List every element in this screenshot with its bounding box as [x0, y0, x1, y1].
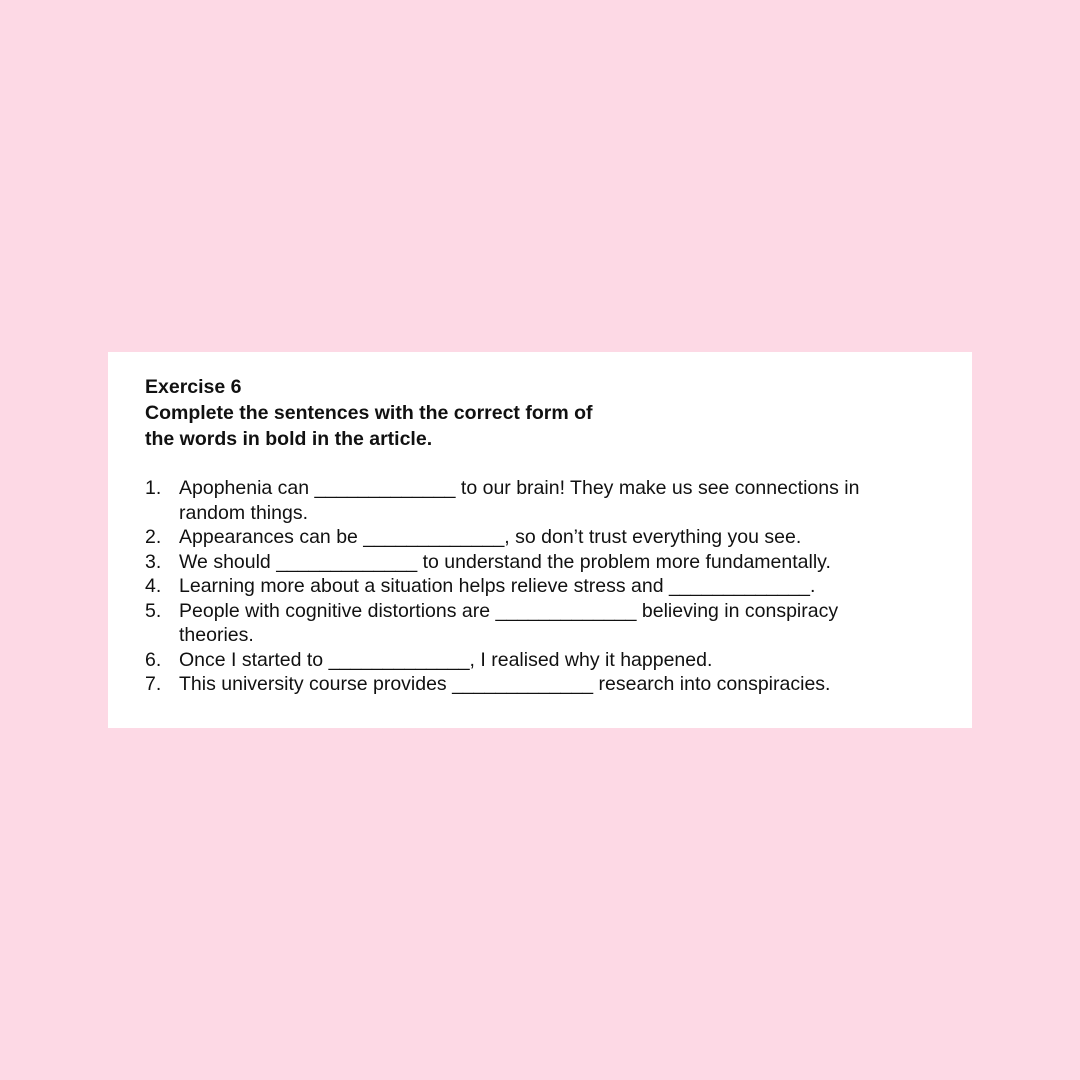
list-item	[145, 574, 899, 599]
exercise-card	[108, 352, 972, 728]
item-number: 6.	[145, 648, 162, 671]
exercise-instructions	[145, 400, 972, 452]
item-number: 7.	[145, 673, 162, 695]
item-text: Apophenia can _____________ to our brain! They make us see connections in random things.	[179, 477, 860, 524]
list-item	[145, 672, 899, 697]
list-item	[145, 648, 899, 673]
item-text: People with cognitive distortions are _____________ believing in conspiracy theories.	[179, 599, 839, 646]
item-number: 2.	[145, 526, 162, 548]
instructions-line-1: Complete the sentences with the correct form of	[145, 402, 593, 424]
item-text: Appearances can be _____________, so don’t trust everything you see.	[179, 526, 802, 548]
item-text: This university course provides _____________ research into conspiracies.	[179, 673, 831, 695]
list-item	[145, 599, 899, 648]
list-item	[145, 550, 899, 575]
item-number: 1.	[145, 477, 162, 499]
item-number: 5.	[145, 599, 162, 622]
list-item	[145, 476, 899, 525]
item-text: We should _____________ to understand the problem more fundamentally.	[179, 550, 831, 573]
instructions-line-2: the words in bold in the article.	[145, 428, 433, 450]
exercise-title: Exercise 6	[145, 376, 242, 398]
sentence-list	[145, 476, 972, 697]
list-item	[145, 525, 899, 550]
item-text: Once I started to _____________, I realised why it happened.	[179, 648, 713, 671]
item-text: Learning more about a situation helps relieve stress and _____________.	[179, 575, 816, 597]
item-number: 4.	[145, 575, 162, 597]
item-number: 3.	[145, 550, 162, 573]
